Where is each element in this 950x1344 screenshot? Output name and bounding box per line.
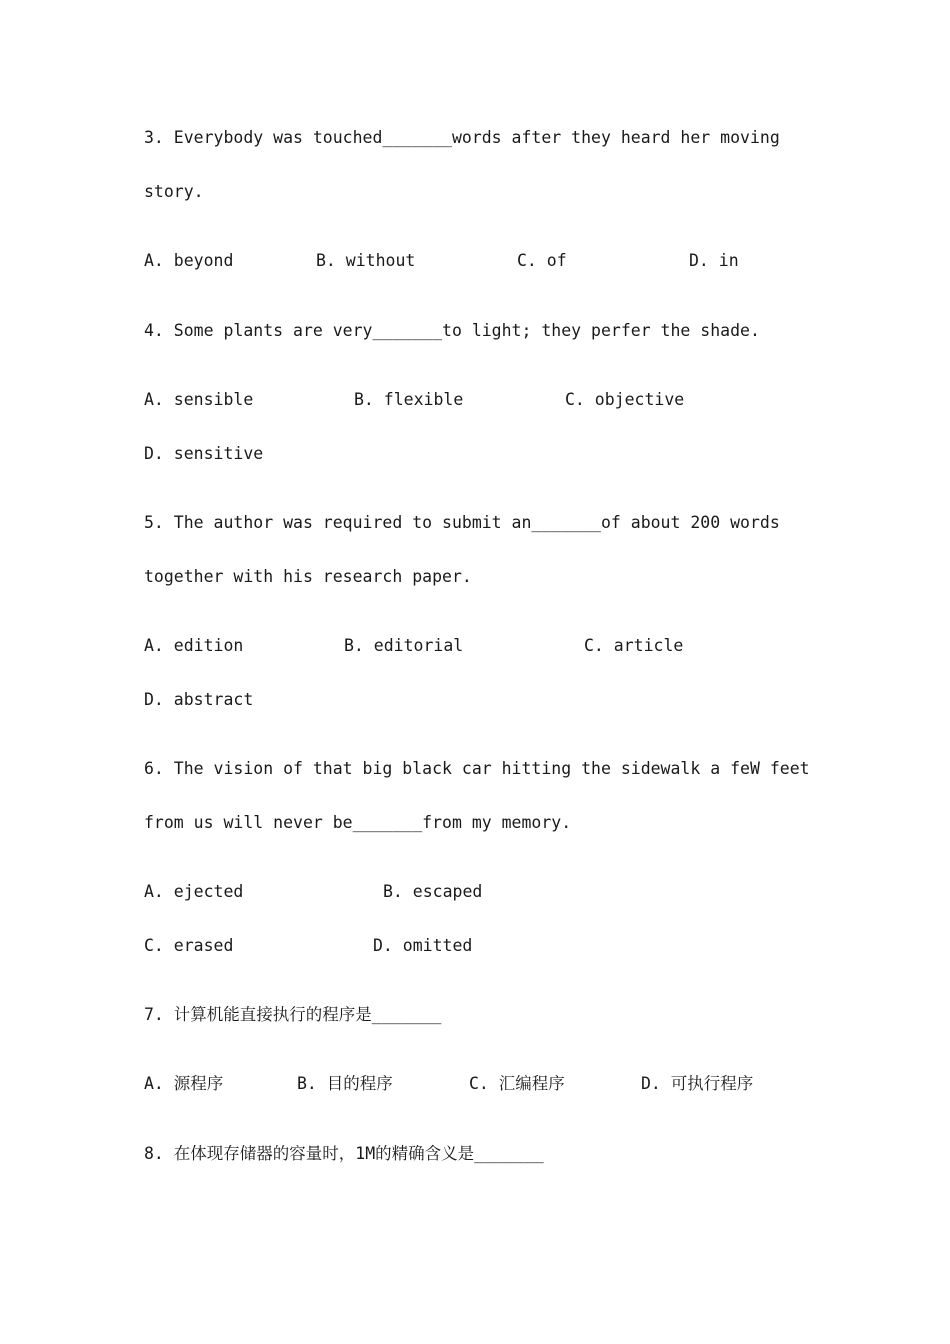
question-8-stem-line-1: 8. 在体现存储器的容量时，1M的精确含义是_______ bbox=[144, 1144, 544, 1163]
question-7-option-a: A. 源程序 bbox=[144, 1074, 224, 1093]
question-7-option-c: C. 汇编程序 bbox=[469, 1074, 565, 1093]
question-6-option-a: A. ejected bbox=[144, 882, 244, 901]
question-4-option-b: B. flexible bbox=[354, 390, 464, 409]
question-6-option-b: B. escaped bbox=[383, 882, 483, 901]
question-7-option-d: D. 可执行程序 bbox=[641, 1074, 754, 1093]
question-7-stem-line-1: 7. 计算机能直接执行的程序是_______ bbox=[144, 1005, 442, 1024]
question-3-option-d: D. in bbox=[689, 251, 739, 270]
question-5-option-c: C. article bbox=[584, 636, 684, 655]
question-4-option-a: A. sensible bbox=[144, 390, 254, 409]
question-4-option-d: D. sensitive bbox=[144, 444, 264, 463]
question-5-option-d: D. abstract bbox=[144, 690, 254, 709]
question-4-option-c: C. objective bbox=[565, 390, 685, 409]
question-7-option-b: B. 目的程序 bbox=[297, 1074, 393, 1093]
question-5-stem-line-1: 5. The author was required to submit an_______of about 200 words bbox=[144, 513, 780, 532]
question-3-stem-line-1: 3. Everybody was touched_______words after they heard her moving bbox=[144, 128, 780, 147]
question-6-option-d: D. omitted bbox=[373, 936, 473, 955]
question-5-option-b: B. editorial bbox=[344, 636, 464, 655]
question-3-option-b: B. without bbox=[316, 251, 416, 270]
question-4-stem-line-1: 4. Some plants are very_______to light; they perfer the shade. bbox=[144, 321, 760, 340]
question-3-stem-line-2: story. bbox=[144, 182, 204, 201]
question-6-option-c: C. erased bbox=[144, 936, 234, 955]
question-6-stem-line-2: from us will never be_______from my memory. bbox=[144, 813, 572, 832]
question-5-option-a: A. edition bbox=[144, 636, 244, 655]
question-3-option-c: C. of bbox=[517, 251, 567, 270]
question-6-stem-line-1: 6. The vision of that big black car hitting the sidewalk a feW feet bbox=[144, 759, 810, 778]
question-3-option-a: A. beyond bbox=[144, 251, 234, 270]
question-5-stem-line-2: together with his research paper. bbox=[144, 567, 472, 586]
